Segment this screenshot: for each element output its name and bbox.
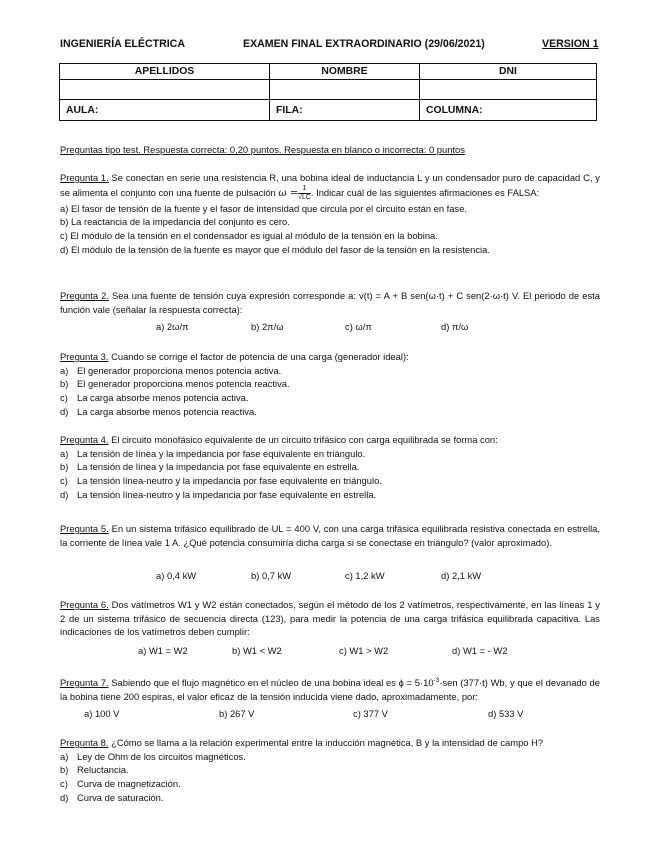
option-text: La tensión línea-neutro y la impedancia por fase equivalente en triángulo. — [77, 475, 382, 487]
question-6-option-a[interactable]: a) W1 = W2 — [138, 645, 188, 656]
col-apellidos: APELLIDOS — [60, 64, 270, 80]
exam-version: VERSION 1 — [542, 38, 599, 50]
question-4-option-a[interactable] — [60, 447, 600, 461]
option-text: La tensión línea-neutro y la impedancia por fase equivalente en estrella. — [77, 488, 377, 500]
option-text: La carga absorbe menos potencia reactiva. — [77, 405, 257, 417]
question-1-text-b: . Indicar cuál de las siguientes afirmaciones es FALSA: — [310, 186, 540, 198]
omega-symbol: ω = — [278, 187, 299, 199]
student-id-table — [59, 63, 597, 121]
question-6-option-b[interactable]: b) W1 < W2 — [232, 645, 282, 656]
question-7-exponent: -3 — [433, 677, 440, 684]
option-key: c) — [60, 392, 68, 404]
question-4 — [60, 433, 600, 502]
question-2-options — [0, 321, 655, 335]
columna-field[interactable]: COLUMNA: — [420, 100, 597, 121]
instructions: Preguntas tipo test. Respuesta correcta: 0,20 puntos. Respuesta en blanco o incorrecta: 0 puntos — [60, 144, 465, 155]
option-key: b) — [60, 378, 69, 390]
question-1-label: Pregunta 1. — [60, 172, 109, 183]
question-7-option-a[interactable]: a) 100 V — [84, 708, 120, 719]
option-text: La carga absorbe menos potencia activa. — [77, 392, 249, 404]
question-4-option-c[interactable] — [60, 474, 600, 488]
question-2-option-a[interactable]: a) 2ω/π — [156, 321, 189, 332]
question-3-option-c[interactable] — [60, 391, 600, 405]
question-4-text: El circuito monofásico equivalente de un circuito trifásico con carga equilibrada se forma con: — [108, 434, 498, 445]
question-3-option-d[interactable] — [60, 405, 600, 419]
question-8-label: Pregunta 8. — [60, 737, 109, 748]
question-1-option-c[interactable]: c) El módulo de la tensión en el condensador es igual al módulo de la tensión en la bobina. — [60, 230, 438, 242]
option-text: El generador proporciona menos potencia reactiva. — [77, 378, 290, 390]
fraction-numerator: 1 — [298, 185, 311, 194]
option-text: Curva de saturación. — [77, 791, 164, 803]
question-2-text: Sea una fuente de tensión cuya expresión corresponde a: v(t) = A + B sen(ω·t) + C sen(2·ω·t) V. El periodo de esta función vale (señalar la respuesta correcta): — [60, 290, 600, 315]
dni-field[interactable] — [420, 80, 597, 100]
question-7 — [60, 674, 600, 704]
fila-field[interactable]: FILA: — [270, 100, 420, 121]
question-8 — [60, 736, 600, 805]
question-7-option-d[interactable]: d) 533 V — [488, 708, 524, 719]
question-7-text-a: Sabiendo que el flujo magnético en el núcleo de una bobina ideal es ϕ = 5·10 — [108, 677, 434, 689]
question-8-option-b[interactable] — [60, 763, 600, 777]
question-3 — [60, 350, 600, 419]
question-5-text: En un sistema trifásico equilibrado de UL = 400 V, con una carga trifásica equilibrada resistiva conectada en estrella, la corriente de línea vale 1 A. ¿Qué potencia consumiría dicha carga si se conectase en triángulo? (valor aproximado). — [60, 523, 600, 548]
option-text: Reluctancia. — [77, 764, 129, 776]
question-1-text-a: Se conectan en serie una resistencia R, una bobina ideal de inductancia L y un condensador puro de capacidad C, y se alimenta el conjunto con una fuente de pulsación — [60, 172, 600, 198]
question-5-options — [0, 570, 655, 584]
option-key: c) — [60, 475, 68, 487]
question-8-option-d[interactable] — [60, 791, 600, 805]
question-5 — [60, 522, 600, 549]
option-text: Ley de Ohm de los circuitos magnéticos. — [77, 750, 246, 762]
question-8-option-a[interactable] — [60, 750, 600, 764]
option-key: d) — [60, 791, 69, 803]
question-1-option-a[interactable]: a) El fasor de tensión de la fuente y el fasor de intensidad que circula por el circuito están en fase. — [60, 202, 468, 214]
fraction-denominator: √LC — [298, 193, 311, 201]
question-5-option-b[interactable]: b) 0,7 kW — [251, 570, 292, 581]
question-6-option-d[interactable]: d) W1 = - W2 — [452, 645, 508, 656]
exam-title: EXAMEN FINAL EXTRAORDINARIO (29/06/2021) — [243, 38, 485, 50]
question-4-option-b[interactable] — [60, 460, 600, 474]
question-1-option-d[interactable]: d) El módulo de la tensión de la fuente es mayor que el módulo del fasor de la tensión en la resistencia. — [60, 243, 490, 255]
question-2-label: Pregunta 2. — [60, 290, 109, 301]
question-6-label: Pregunta 6. — [60, 599, 109, 610]
question-1-option-b[interactable]: b) La reactancia de la impedancia del conjunto es cero. — [60, 216, 290, 228]
col-nombre: NOMBRE — [270, 64, 420, 80]
option-key: a) — [60, 750, 69, 762]
question-2-option-c[interactable]: c) ω/π — [345, 321, 372, 332]
option-text: El generador proporciona menos potencia activa. — [77, 364, 282, 376]
question-2-option-b[interactable]: b) 2π/ω — [251, 321, 284, 332]
question-8-text: ¿Cómo se llama a la relación experimental entre la inducción magnética, B y la intensidad de campo H? — [108, 737, 544, 748]
question-3-option-b[interactable] — [60, 377, 600, 391]
option-key: d) — [60, 405, 69, 417]
question-4-label: Pregunta 4. — [60, 434, 109, 445]
question-3-option-a[interactable] — [60, 364, 600, 378]
question-5-option-c[interactable]: c) 1,2 kW — [345, 570, 385, 581]
question-4-option-d[interactable] — [60, 488, 600, 502]
question-6-option-c[interactable]: c) W1 > W2 — [339, 645, 389, 656]
question-2-option-d[interactable]: d) π/ω — [441, 321, 469, 332]
option-text: Curva de magnetización. — [77, 778, 181, 790]
question-7-options — [0, 708, 655, 722]
question-6 — [60, 598, 600, 639]
question-6-text: Dos vatímetros W1 y W2 están conectados, según el método de los 2 vatímetros, respectivamente, en las líneas 1 y 2 de un sistema trifásico de secuencia directa (123), para medir la potencia de una carga trifásica equilibrada capacitiva. Las indicaciones de los vatímetros deben cumplir: — [60, 599, 600, 638]
question-3-label: Pregunta 3. — [60, 351, 109, 362]
question-6-options — [0, 645, 655, 659]
option-key: b) — [60, 764, 69, 776]
question-8-option-c[interactable] — [60, 777, 600, 791]
course-title: INGENIERÍA ELÉCTRICA — [60, 38, 185, 50]
question-7-option-b[interactable]: b) 267 V — [219, 708, 255, 719]
option-text: La tensión de línea y la impedancia por fase equivalente en triángulo. — [77, 447, 366, 459]
resonance-fraction — [298, 185, 311, 202]
col-dni: DNI — [420, 64, 597, 80]
option-key: a) — [60, 447, 69, 459]
question-3-text: Cuando se corrige el factor de potencia de una carga (generador ideal): — [108, 351, 409, 362]
apellidos-field[interactable] — [60, 80, 270, 100]
question-1 — [60, 171, 600, 257]
nombre-field[interactable] — [270, 80, 420, 100]
question-2 — [60, 289, 600, 316]
question-5-option-a[interactable]: a) 0,4 kW — [156, 570, 197, 581]
aula-field[interactable]: AULA: — [60, 100, 270, 121]
question-5-option-d[interactable]: d) 2,1 kW — [441, 570, 482, 581]
question-5-label: Pregunta 5. — [60, 523, 109, 534]
option-key: d) — [60, 488, 69, 500]
option-text: La tensión de línea y la impedancia por fase equivalente en estrella. — [77, 461, 360, 473]
option-key: c) — [60, 778, 68, 790]
question-7-label: Pregunta 7. — [60, 677, 109, 689]
option-key: b) — [60, 461, 69, 473]
option-key: a) — [60, 364, 69, 376]
question-7-option-c[interactable]: c) 377 V — [353, 708, 388, 719]
question-7-text-b: ·sen (377·t) Wb, y que el devanado de la bobina tiene 200 espiras, el valor eficaz de la tensión inducida viene dado, aproximadamente, por: — [60, 677, 600, 702]
